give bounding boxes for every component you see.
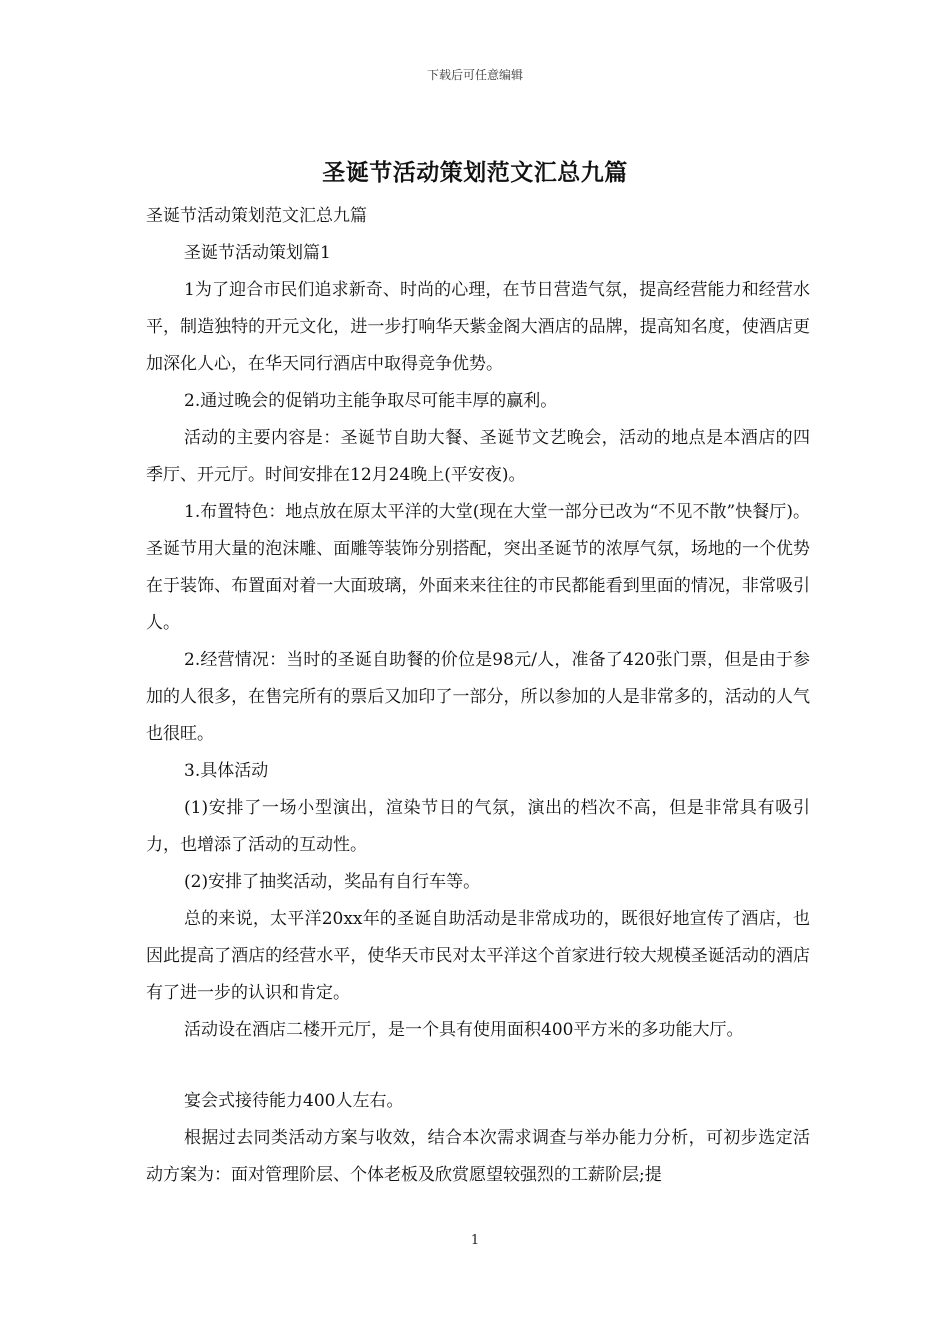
paragraph: 根据过去同类活动方案与收效，结合本次需求调查与举办能力分析，可初步选定活动方案为：面对管理阶层、个体老板及欣赏愿望较强烈的工薪阶层;提 bbox=[146, 1128, 810, 1185]
paragraph: 3.具体活动 bbox=[184, 761, 269, 781]
page-number: 1 bbox=[470, 1233, 480, 1248]
paragraph-section-heading: 圣诞节活动策划篇1 bbox=[184, 243, 331, 263]
page-header: 下载后可任意编辑 bbox=[426, 68, 523, 82]
paragraph: 1为了迎合市民们追求新奇、时尚的心理，在节日营造气氛，提高经营能力和经营水平，制造独特的开元文化，进一步打响华天紫金阁大酒店的品牌，提高知名度，使酒店更加深化人心，在华天同行酒店中取得竞争优势。 bbox=[146, 280, 810, 374]
paragraph: 2.经营情况：当时的圣诞自助餐的价位是98元/人，准备了420张门票，但是由于参加的人很多，在售完所有的票后又加印了一部分，所以参加的人是非常多的，活动的人气也很旺。 bbox=[146, 650, 810, 744]
paragraph-subtitle: 圣诞节活动策划范文汇总九篇 bbox=[146, 206, 367, 226]
paragraph: 活动设在酒店二楼开元厅，是一个具有使用面积400平方米的多功能大厅。 bbox=[184, 1020, 744, 1040]
paragraph: 活动的主要内容是：圣诞节自助大餐、圣诞节文艺晚会，活动的地点是本酒店的四季厅、开元厅。时间安排在12月24晚上(平安夜)。 bbox=[146, 428, 810, 485]
paragraph: 总的来说，太平洋20xx年的圣诞自助活动是非常成功的，既很好地宣传了酒店，也因此提高了酒店的经营水平，使华天市民对太平洋这个首家进行较大规模圣诞活动的酒店有了进一步的认识和肯定。 bbox=[146, 909, 810, 1003]
blank-line bbox=[146, 1049, 810, 1083]
paragraph: (2)安排了抽奖活动，奖品有自行车等。 bbox=[184, 872, 481, 892]
paragraph: 2.通过晚会的促销功主能争取尽可能丰厚的赢利。 bbox=[184, 391, 558, 411]
document-title: 圣诞节活动策划范文汇总九篇 bbox=[322, 159, 628, 186]
paragraph: (1)安排了一场小型演出，渲染节日的气氛，演出的档次不高，但是非常具有吸引力，也增添了活动的互动性。 bbox=[146, 798, 810, 855]
document-body bbox=[146, 198, 810, 1194]
paragraph: 宴会式接待能力400人左右。 bbox=[184, 1091, 404, 1111]
paragraph: 1.布置特色：地点放在原太平洋的大堂(现在大堂一部分已改为“不见不散”快餐厅)。圣诞节用大量的泡沫雕、面雕等装饰分别搭配，突出圣诞节的浓厚气氛，场地的一个优势在于装饰、布置面对着一大面玻璃，外面来来往往的市民都能看到里面的情况，非常吸引人。 bbox=[146, 502, 810, 633]
